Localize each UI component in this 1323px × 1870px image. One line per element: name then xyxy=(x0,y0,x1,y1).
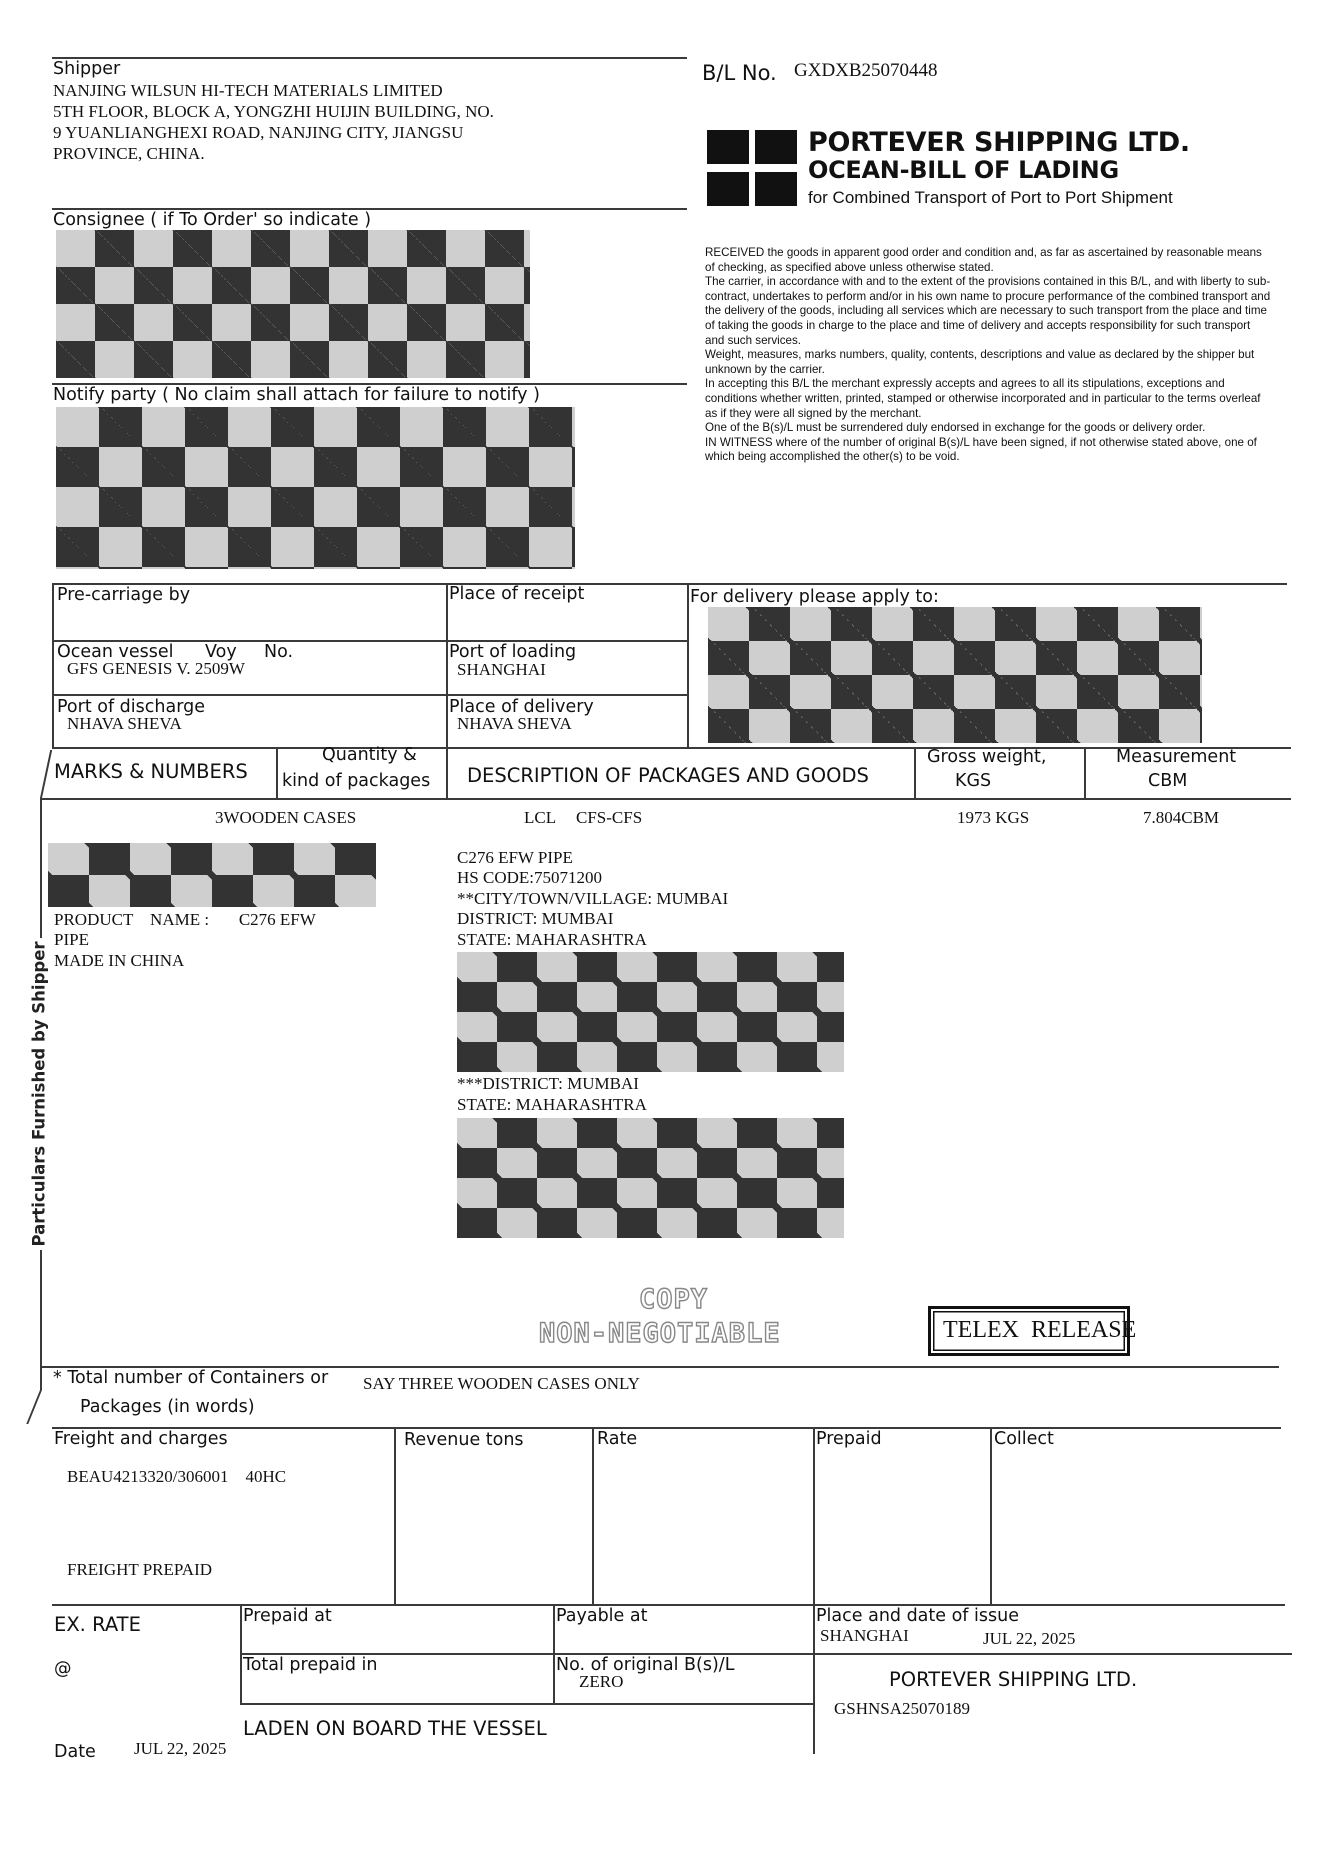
telex-release-stamp xyxy=(928,1306,1137,1356)
container-number: BEAU4213320/306001 40HC xyxy=(67,1467,287,1486)
terms-surrender: One of the B(s)/L must be surrendered duly endorsed in exchange for the goods or delivery order. xyxy=(705,421,1206,435)
at-symbol: @ xyxy=(54,1659,72,1679)
port-of-discharge-value: NHAVA SHEVA xyxy=(67,714,182,733)
routing-top-rule xyxy=(52,583,1287,585)
place-of-receipt-label: Place of receipt xyxy=(449,584,585,604)
prepaid-label: Prepaid xyxy=(816,1429,882,1449)
issue-top-rule xyxy=(52,1604,1285,1606)
gross-weight-header-line-2: KGS xyxy=(955,771,992,791)
shipper-label: Shipper xyxy=(53,59,121,79)
terms-accepting: In accepting this B/L the merchant expressly accepts and agrees to all its stipulations, exceptions and conditions whether written, printed, stamped or otherwise incorporated and in particular to the terms overleaf as if they were all signed by the merchant. xyxy=(705,377,1261,420)
copy-stamp: COPY xyxy=(639,1284,709,1315)
rate-label: Rate xyxy=(597,1429,638,1449)
routing-col-divider-2 xyxy=(687,583,689,747)
description-line-6: ***DISTRICT: MUMBAI xyxy=(457,1074,639,1093)
telex-release-text: TELEX RELEASE xyxy=(943,1317,1137,1343)
issue-place-value: SHANGHAI xyxy=(820,1626,909,1645)
routing-left-edge xyxy=(52,583,54,747)
freight-col-1 xyxy=(394,1427,396,1605)
bl-number-label: B/L No. xyxy=(702,61,777,85)
ocean-vessel-value: GFS GENESIS V. 2509W xyxy=(67,659,245,678)
voy-label: Voy xyxy=(205,642,237,662)
cfs-value: CFS-CFS xyxy=(576,808,643,827)
measurement-header-line-1: Measurement xyxy=(1116,747,1237,767)
shipper-top-rule xyxy=(52,57,687,59)
notify-redacted xyxy=(56,407,575,569)
terms-received: RECEIVED the goods in apparent good order and condition and, as far as ascertained by reasonable means of checking, as specified above unless otherwise stated. xyxy=(705,246,1262,274)
ex-rate-label: EX. RATE xyxy=(54,1613,141,1636)
marks-line-3: MADE IN CHINA xyxy=(54,951,185,970)
goods-header-top-rule xyxy=(52,747,1291,749)
marks-redacted xyxy=(48,843,376,907)
shipper-line-2: 5TH FLOOR, BLOCK A, YONGZHI HUIJIN BUILDING, NO. xyxy=(53,102,494,121)
consignee-redacted xyxy=(56,230,530,378)
document-type: OCEAN-BILL OF LADING xyxy=(808,156,1119,184)
voy-no-label: No. xyxy=(264,642,294,662)
totals-label-line-1: * Total number of Containers or xyxy=(53,1368,329,1388)
description-line-2: HS CODE:75071200 xyxy=(457,868,602,887)
delivery-apply-label: For delivery please apply to: xyxy=(690,587,939,607)
marks-line-2: PIPE xyxy=(54,930,89,949)
measurement-header-line-2: CBM xyxy=(1148,771,1188,791)
issue-col-1 xyxy=(240,1604,242,1703)
port-of-loading-value: SHANGHAI xyxy=(457,660,546,679)
shipper-line-1: NANJING WILSUN HI-TECH MATERIALS LIMITED xyxy=(53,81,443,100)
place-of-delivery-value: NHAVA SHEVA xyxy=(457,714,572,733)
particulars-bracket-bottom xyxy=(40,1250,42,1390)
terms-and-conditions xyxy=(705,246,1271,465)
shipper-line-4: PROVINCE, CHINA. xyxy=(53,144,205,163)
marks-header: MARKS & NUMBERS xyxy=(54,760,248,783)
terms-carrier: The carrier, in accordance with and to the extent of the provisions contained in this B/L, and with liberty to sub-contract, undertakes to perform and/or in his own name to procure performance of the combined transport and the delivery of the goods, including all services which are necessary to such transport from the place and time of taking the goods in charge to the place and time of delivery and accepts responsibility for such transport and such services. xyxy=(705,275,1271,347)
description-line-1: C276 EFW PIPE xyxy=(457,848,573,867)
laden-date-label: Date xyxy=(54,1742,96,1762)
terms-witness: IN WITNESS where of the number of original B(s)/L have been signed, if not otherwise stated above, one of which being accomplished the other(s) to be void. xyxy=(705,435,1257,464)
collect-label: Collect xyxy=(994,1429,1054,1449)
issue-col-2 xyxy=(553,1604,555,1703)
carrier-signature-name: PORTEVER SHIPPING LTD. xyxy=(889,1668,1138,1691)
freight-col-4 xyxy=(990,1427,992,1605)
payable-at-label: Payable at xyxy=(556,1606,648,1626)
consignee-label: Consignee ( if To Order' so indicate ) xyxy=(53,210,372,230)
place-date-issue-label: Place and date of issue xyxy=(816,1606,1019,1626)
description-line-7: STATE: MAHARASHTRA xyxy=(457,1095,647,1114)
goods-header-col-3 xyxy=(914,747,916,798)
issue-lower-rule xyxy=(240,1703,813,1705)
description-line-5: STATE: MAHARASHTRA xyxy=(457,930,647,949)
total-prepaid-label: Total prepaid in xyxy=(243,1655,378,1675)
delivery-agent-redacted xyxy=(708,607,1202,743)
issue-date-value: JUL 22, 2025 xyxy=(983,1629,1076,1648)
issue-col-3 xyxy=(813,1604,815,1754)
originals-label: No. of original B(s)/L xyxy=(556,1655,735,1675)
totals-bracket xyxy=(26,1390,56,1424)
freight-top-rule xyxy=(52,1427,1281,1429)
particulars-side-label: Particulars Furnished by Shipper xyxy=(29,941,49,1247)
description-line-3: **CITY/TOWN/VILLAGE: MUMBAI xyxy=(457,889,729,908)
reference-number: GSHNSA25070189 xyxy=(834,1699,971,1718)
routing-col-divider-1 xyxy=(446,583,448,747)
marks-line-1: PRODUCT NAME : C276 EFW xyxy=(54,910,316,929)
quantity-header-line-1: Quantity & xyxy=(322,745,417,765)
quantity-header-line-2: kind of packages xyxy=(282,771,431,791)
pre-carriage-label: Pre-carriage by xyxy=(57,585,191,605)
originals-value: ZERO xyxy=(579,1672,624,1691)
freight-col-2 xyxy=(592,1427,594,1605)
packages-value: 3WOODEN CASES xyxy=(215,808,357,827)
goods-header-col-2 xyxy=(446,747,448,798)
description-line-4: DISTRICT: MUMBAI xyxy=(457,909,614,928)
particulars-bracket-top xyxy=(40,798,42,938)
description-redacted-2 xyxy=(457,1118,844,1238)
description-redacted-1 xyxy=(457,952,844,1072)
goods-header-bottom-rule xyxy=(40,798,1291,800)
laden-on-board-label: LADEN ON BOARD THE VESSEL xyxy=(243,1717,547,1740)
laden-date-value: JUL 22, 2025 xyxy=(134,1739,227,1758)
lcl-value: LCL xyxy=(524,808,557,827)
bl-number-value: GXDXB25070448 xyxy=(794,60,938,81)
ocean-vessel-label: Ocean vessel xyxy=(57,642,174,662)
non-negotiable-stamp: NON-NEGOTIABLE xyxy=(539,1318,781,1349)
issue-mid-rule xyxy=(240,1653,1292,1655)
description-header: DESCRIPTION OF PACKAGES AND GOODS xyxy=(467,764,869,787)
freight-charges-label: Freight and charges xyxy=(54,1429,228,1449)
goods-header-col-4 xyxy=(1084,747,1086,798)
place-of-delivery-label: Place of delivery xyxy=(449,697,594,717)
notify-label: Notify party ( No claim shall attach for failure to notify ) xyxy=(53,385,540,405)
freight-terms: FREIGHT PREPAID xyxy=(67,1560,213,1579)
totals-value: SAY THREE WOODEN CASES ONLY xyxy=(363,1374,640,1393)
gross-weight-value: 1973 KGS xyxy=(957,808,1030,827)
port-of-discharge-label: Port of discharge xyxy=(57,697,205,717)
revenue-tons-label: Revenue tons xyxy=(404,1430,524,1450)
routing-row-rule-2 xyxy=(52,694,688,696)
prepaid-at-label: Prepaid at xyxy=(243,1606,332,1626)
freight-col-3 xyxy=(813,1427,815,1605)
goods-header-col-1 xyxy=(276,747,278,798)
document-subtitle: for Combined Transport of Port to Port Shipment xyxy=(808,188,1173,207)
shipper-line-3: 9 YUANLIANGHEXI ROAD, NANJING CITY, JIANGSU xyxy=(53,123,464,142)
company-name: PORTEVER SHIPPING LTD. xyxy=(808,127,1190,158)
port-of-loading-label: Port of loading xyxy=(449,642,577,662)
measurement-value: 7.804CBM xyxy=(1143,808,1220,827)
totals-label-line-2: Packages (in words) xyxy=(80,1397,255,1417)
company-logo-icon xyxy=(707,130,797,210)
gross-weight-header-line-1: Gross weight, xyxy=(927,747,1047,767)
terms-weight: Weight, measures, marks numbers, quality, contents, descriptions and value as declared by the shipper but unknown by the carrier. xyxy=(705,348,1255,376)
